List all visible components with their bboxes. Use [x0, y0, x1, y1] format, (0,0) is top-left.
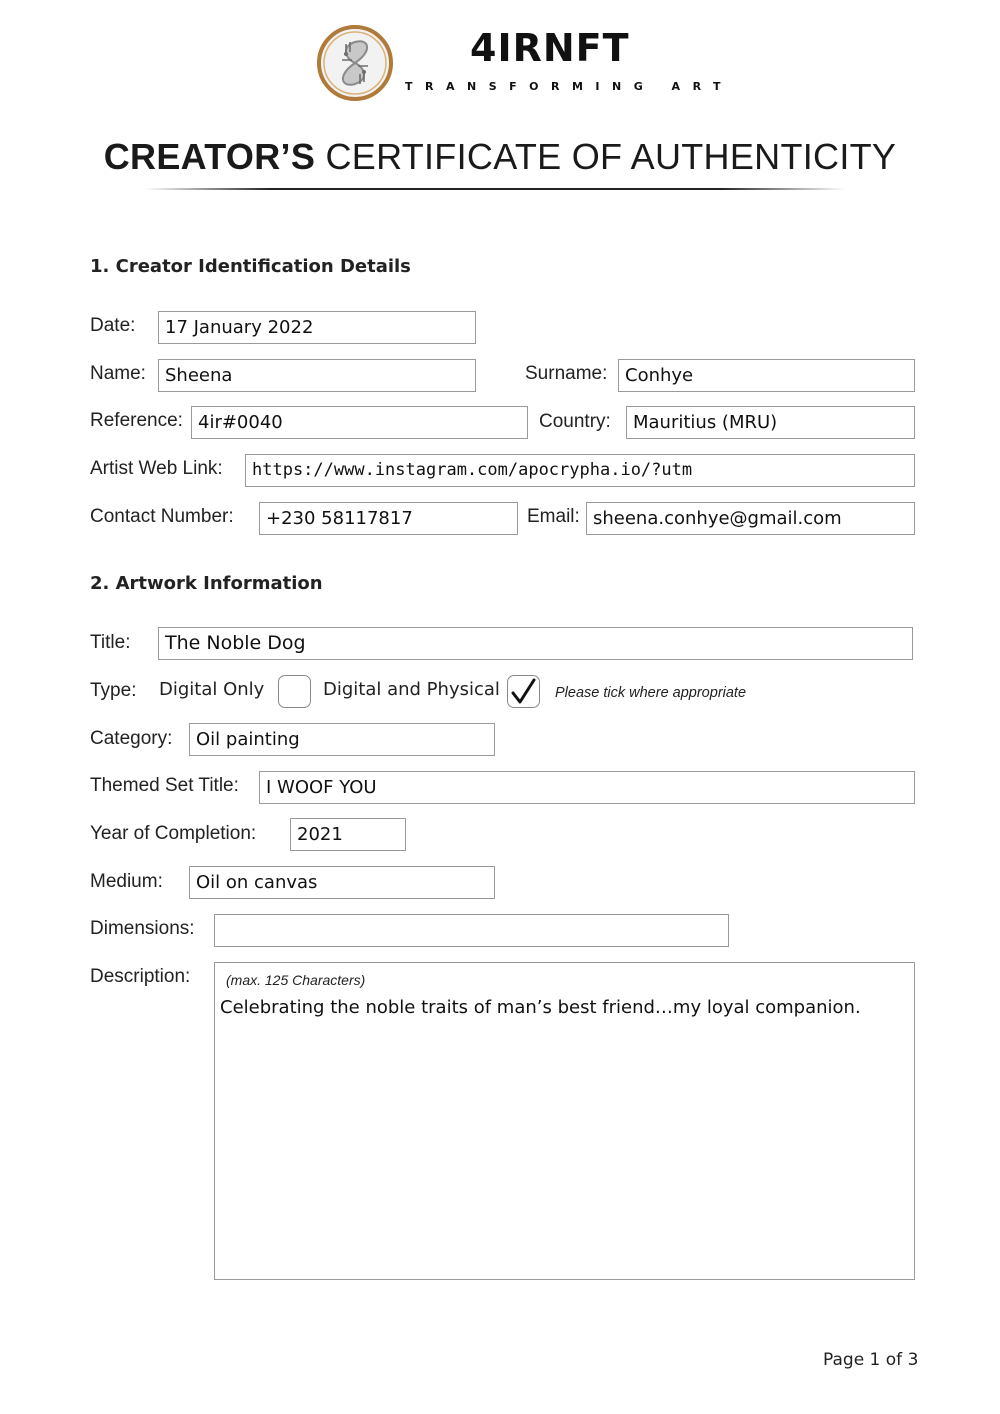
checkmark-icon [507, 675, 540, 708]
themed-set-field[interactable]: I WOOF YOU [259, 771, 915, 804]
medium-field[interactable]: Oil on canvas [189, 866, 495, 899]
description-text: Celebrating the noble traits of man’s best friend…my loyal companion. [220, 997, 861, 1018]
country-label: Country: [539, 411, 611, 432]
dimensions-label: Dimensions: [90, 918, 195, 939]
brand-tagline: TRANSFORMING ART [405, 80, 734, 93]
year-label: Year of Completion: [90, 823, 257, 844]
section-2-heading: 2. Artwork Information [90, 573, 323, 594]
contact-number-field[interactable]: +230 58117817 [259, 502, 518, 535]
web-link-label: Artist Web Link: [90, 458, 223, 479]
type-label: Type: [90, 680, 137, 701]
name-label: Name: [90, 363, 146, 384]
year-field[interactable]: 2021 [290, 818, 406, 851]
page-number: Page 1 of 3 [823, 1350, 919, 1370]
category-field[interactable]: Oil painting [189, 723, 495, 756]
themed-set-label: Themed Set Title: [90, 775, 239, 796]
reference-label: Reference: [90, 410, 183, 431]
country-field[interactable]: Mauritius (MRU) [626, 406, 915, 439]
email-label: Email: [527, 506, 580, 527]
type-digital-physical-checkbox[interactable] [507, 675, 540, 708]
type-hint: Please tick where appropriate [555, 685, 747, 701]
type-digital-only-checkbox[interactable] [278, 675, 311, 708]
title-label: Title: [90, 632, 131, 653]
infinity-circuit-logo-icon [316, 24, 394, 102]
surname-label: Surname: [525, 363, 608, 384]
type-option-digital-label: Digital Only [159, 679, 265, 700]
title-field[interactable]: The Noble Dog [158, 627, 913, 660]
contact-number-label: Contact Number: [90, 506, 234, 527]
title-divider [145, 188, 845, 190]
date-field[interactable]: 17 January 2022 [158, 311, 476, 344]
surname-field[interactable]: Conhye [618, 359, 915, 392]
reference-field[interactable]: 4ir#0040 [191, 406, 528, 439]
title-main-part: CERTIFICATE OF AUTHENTICITY [325, 136, 897, 177]
name-field[interactable]: Sheena [158, 359, 476, 392]
brand-name: 4IRNFT [470, 26, 630, 70]
type-option-both-label: Digital and Physical [323, 679, 500, 700]
document-title [0, 136, 1000, 178]
dimensions-field[interactable] [214, 914, 729, 947]
description-label: Description: [90, 966, 191, 987]
category-label: Category: [90, 728, 173, 749]
medium-label: Medium: [90, 871, 163, 892]
description-hint: (max. 125 Characters) [226, 972, 366, 988]
section-1-heading: 1. Creator Identification Details [90, 256, 411, 277]
brand-logo [316, 24, 394, 102]
title-bold-part: CREATOR’S [103, 136, 316, 177]
web-link-field[interactable]: https://www.instagram.com/apocrypha.io/?utm [245, 454, 915, 487]
date-label: Date: [90, 315, 136, 336]
description-field[interactable] [214, 962, 915, 1280]
email-field[interactable]: sheena.conhye@gmail.com [586, 502, 915, 535]
